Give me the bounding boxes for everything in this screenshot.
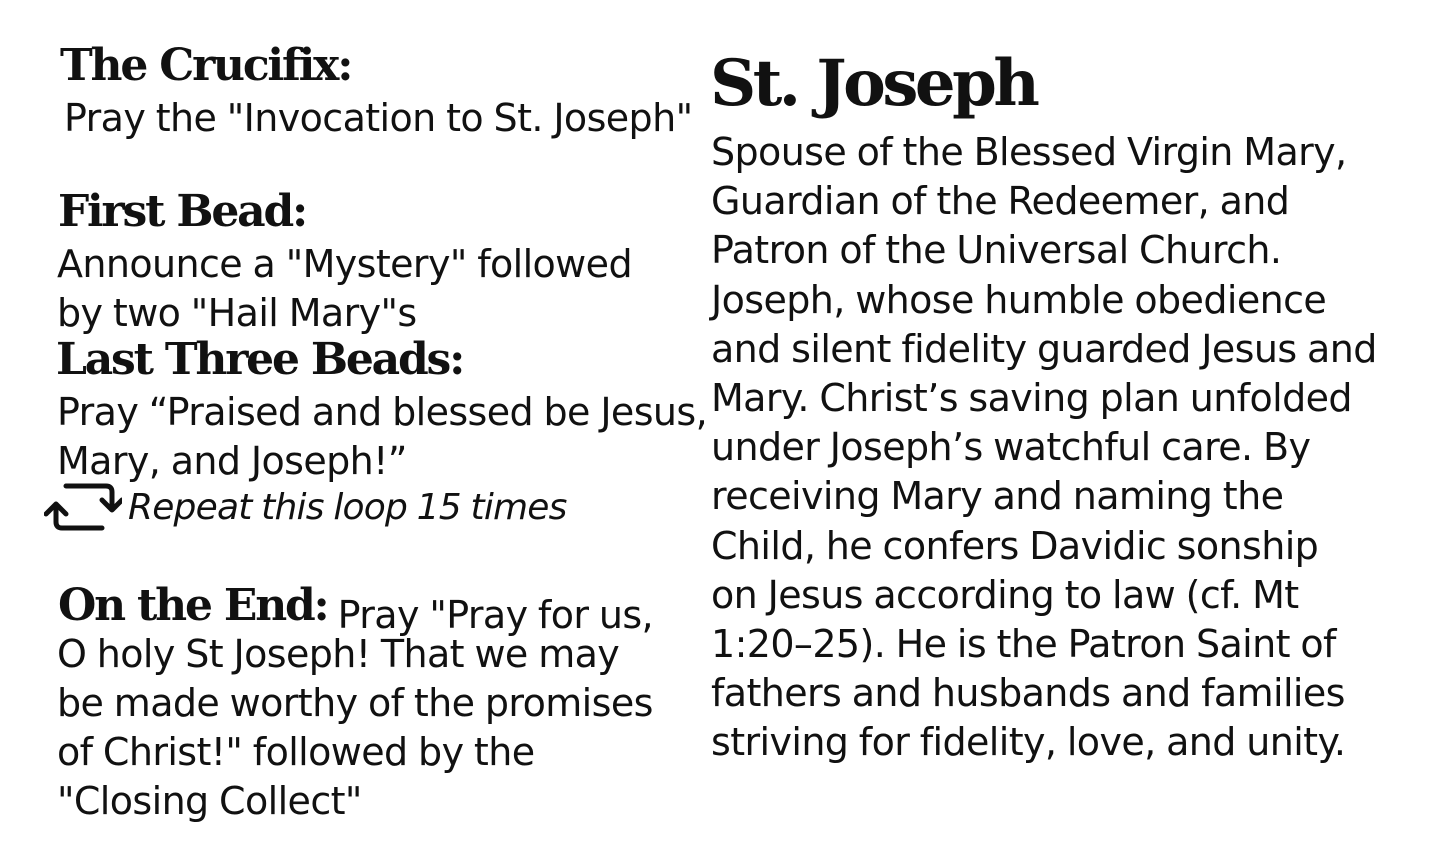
crucifix-heading: The Crucifix: — [60, 40, 352, 91]
on-the-end-heading: On the End: — [58, 580, 328, 631]
crucifix-line: Pray the "Invocation to St. Joseph" — [64, 96, 693, 140]
crucifix-instruction — [64, 94, 692, 143]
bio-line: Child, he confers Davidic sonship — [711, 523, 1319, 568]
bio-line: 1:20–25). He is the Patron Saint of — [711, 622, 1336, 667]
first-bead-line: Announce a "Mystery" followed — [57, 242, 632, 286]
on-the-end-line: O holy St Joseph! That we may — [57, 632, 620, 676]
bio-line: fathers and husbands and families — [711, 671, 1345, 716]
bio-line: and silent fidelity guarded Jesus and — [711, 326, 1377, 371]
first-bead-instruction — [57, 240, 632, 338]
repeat-text: Repeat this loop 15 times — [128, 486, 567, 528]
repeat-icon — [44, 478, 122, 536]
last-three-beads-instruction — [57, 388, 707, 486]
last-three-beads-line: Mary, and Joseph!” — [57, 439, 407, 483]
bio-line: under Joseph’s watchful care. By — [711, 425, 1311, 470]
on-the-end-line: of Christ!" followed by the — [57, 730, 535, 774]
on-the-end-first-line — [58, 580, 654, 637]
first-bead-heading: First Bead: — [58, 186, 307, 237]
repeat-note — [44, 478, 567, 536]
bio-line: Patron of the Universal Church. — [711, 228, 1282, 273]
on-the-end-line: Pray "Pray for us, — [337, 593, 654, 637]
bio-line: receiving Mary and naming the — [711, 474, 1284, 519]
saint-name: St. Joseph — [710, 46, 1037, 121]
on-the-end-instruction — [57, 630, 653, 826]
last-three-beads-line: Pray “Praised and blessed be Jesus, — [57, 390, 708, 434]
bio-line: striving for fidelity, love, and unity. — [711, 720, 1346, 765]
bio-line: on Jesus according to law (cf. Mt — [711, 572, 1299, 617]
first-bead-line: by two "Hail Mary"s — [57, 291, 417, 335]
bio-line: Spouse of the Blessed Virgin Mary, — [711, 130, 1347, 174]
bio-line: Guardian of the Redeemer, and — [711, 179, 1290, 224]
on-the-end-line: "Closing Collect" — [57, 779, 362, 823]
bio-line: Joseph, whose humble obedience — [711, 277, 1327, 322]
bio-line: Mary. Christ’s saving plan unfolded — [711, 376, 1352, 421]
saint-biography — [711, 128, 1377, 768]
last-three-beads-heading: Last Three Beads: — [56, 334, 464, 385]
on-the-end-line: be made worthy of the promises — [57, 681, 653, 725]
